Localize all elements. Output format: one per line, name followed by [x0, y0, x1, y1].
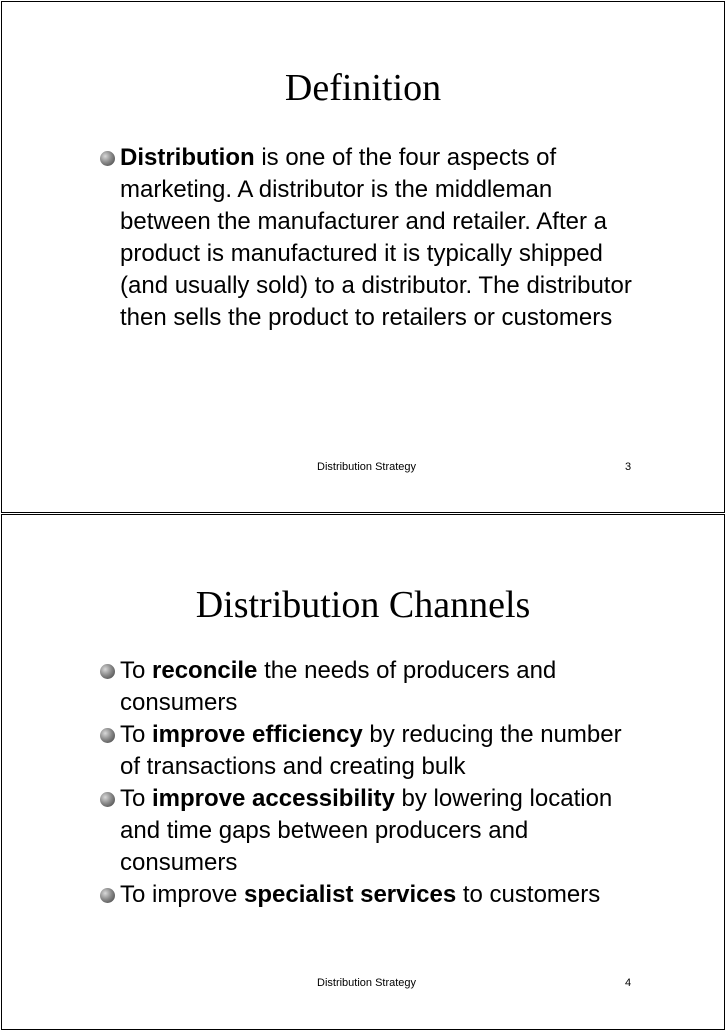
bullet-item: To improve accessibility by lowering location and time gaps between producers and consumers	[120, 785, 613, 876]
bullet-item: To improve efficiency by reducing the number of transactions and creating bulk	[120, 721, 622, 780]
bullet-icon	[100, 728, 115, 743]
footer-title: Distribution Strategy	[317, 977, 417, 989]
bullet-icon	[100, 888, 115, 903]
bullet-item: To reconcile the needs of producers and consumers	[120, 657, 557, 716]
slide-definition	[1, 1, 725, 513]
footer-title: Distribution Strategy	[317, 461, 417, 473]
page-number: 4	[625, 977, 632, 989]
bold-term: Distribution	[120, 144, 255, 171]
bold-term: specialist services	[244, 881, 457, 908]
slide-distribution-channels	[1, 514, 725, 1030]
slide-title: Distribution Channels	[195, 584, 531, 626]
bullet-item: To improve specialist services to customers	[120, 881, 601, 908]
bold-term: improve accessibility	[152, 785, 395, 812]
definition-paragraph	[120, 142, 640, 334]
bullet-icon	[100, 664, 115, 679]
bullet-icon	[100, 151, 115, 166]
bold-term: reconcile	[152, 657, 258, 684]
slide-title: Definition	[284, 67, 442, 109]
paragraph-text: is one of the four aspects of marketing. A distributor is the middleman between the manufacturer and retailer. After a product is manufactured it is typically shipped (and usually sold) to a distributor. The distributor then sells the product to retailers or customers	[120, 144, 632, 331]
bold-term: improve efficiency	[152, 721, 363, 748]
bullet-icon	[100, 792, 115, 807]
page-number: 3	[625, 461, 632, 473]
